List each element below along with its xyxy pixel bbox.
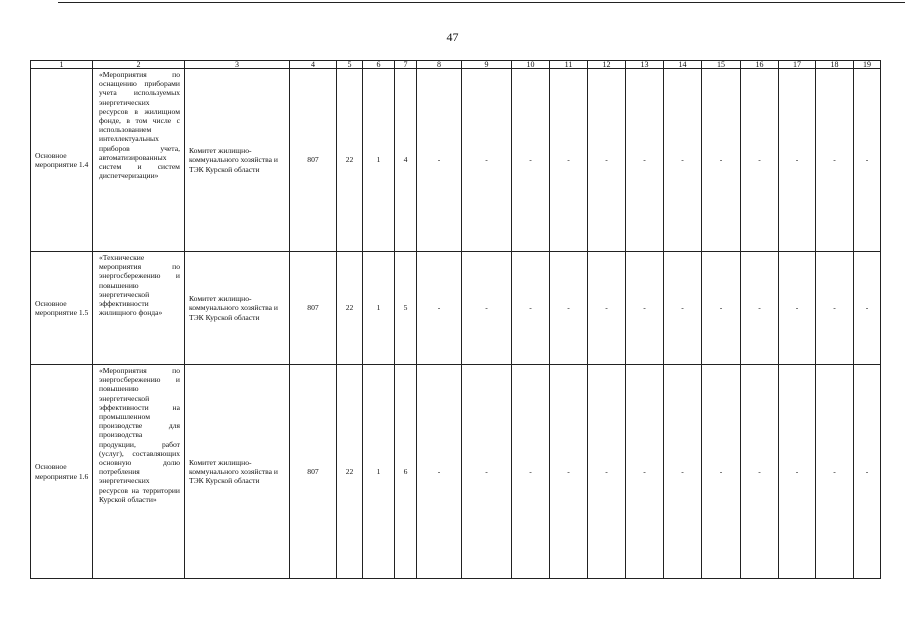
value-cell: - [512,69,550,252]
table-row [31,365,881,579]
code-cell-4: 807 [290,365,337,579]
value-cell: - [417,365,462,579]
code-cell-6: 1 [363,365,395,579]
value-cell: - [702,365,741,579]
table-row [31,69,881,252]
code-cell-7: 6 [395,365,417,579]
value-cell: - [664,252,702,365]
value-cell: - [741,252,779,365]
value-cell: - [588,252,626,365]
measures-table [30,60,881,579]
value-cell: - [550,365,588,579]
value-cell: - [741,69,779,252]
executor-cell: Комитет жилищно-коммунального хозяйства и ТЭК Курской области [185,365,290,579]
column-header: 14 [664,61,702,69]
column-header: 3 [185,61,290,69]
value-cell: - [512,365,550,579]
value-cell: - [626,365,664,579]
code-cell-7: 5 [395,252,417,365]
value-cell: - [550,252,588,365]
measure-code-cell: Основное мероприятие 1.5 [31,252,93,365]
column-header: 16 [741,61,779,69]
code-cell-7: 4 [395,69,417,252]
value-cell: - [779,252,816,365]
value-cell: - [816,69,854,252]
value-cell: - [626,69,664,252]
measure-title-cell: «Мероприятия по энергосбережению и повышению энергетической эффективности на промышленном производстве для производства продукции, работ (услуг), составляющих основную долю потребления энергетических ресурсов на территории Курской области» [93,365,185,579]
value-cell: - [588,365,626,579]
column-header: 7 [395,61,417,69]
column-header: 4 [290,61,337,69]
code-cell-5: 22 [337,252,363,365]
column-header: 17 [779,61,816,69]
value-cell: - [854,69,881,252]
top-border-line [58,2,905,3]
measure-code-cell: Основное мероприятие 1.4 [31,69,93,252]
column-header: 5 [337,61,363,69]
column-header: 1 [31,61,93,69]
measure-code-cell: Основное мероприятие 1.6 [31,365,93,579]
measure-title-cell: «Технические мероприятия по энергосбережению и повышению энергетической эффективности жилищного фонда» [93,252,185,365]
header-row [31,61,881,69]
column-header: 12 [588,61,626,69]
value-cell: - [779,365,816,579]
code-cell-4: 807 [290,69,337,252]
column-header: 19 [854,61,881,69]
value-cell: - [702,252,741,365]
executor-cell: Комитет жилищно-коммунального хозяйства и ТЭК Курской области [185,69,290,252]
table-row [31,252,881,365]
value-cell: - [816,252,854,365]
value-cell: - [462,69,512,252]
value-cell: - [854,252,881,365]
value-cell: - [854,365,881,579]
executor-cell: Комитет жилищно-коммунального хозяйства и ТЭК Курской области [185,252,290,365]
column-header: 15 [702,61,741,69]
value-cell: - [550,69,588,252]
code-cell-5: 22 [337,365,363,579]
page-number: 47 [446,30,459,44]
value-cell: - [664,365,702,579]
measure-title-cell: «Мероприятия по оснащению приборами учета используемых энергетических ресурсов в жилищном фонде, в том числе с использованием интеллектуальных приборов учета, автоматизированных систем и систем диспетчеризации» [93,69,185,252]
value-cell: - [512,252,550,365]
value-cell: - [417,252,462,365]
value-cell: - [462,252,512,365]
code-cell-6: 1 [363,69,395,252]
column-header: 6 [363,61,395,69]
column-header: 10 [512,61,550,69]
column-header: 11 [550,61,588,69]
value-cell: - [664,69,702,252]
column-header: 18 [816,61,854,69]
value-cell: - [417,69,462,252]
value-cell: - [741,365,779,579]
value-cell: - [462,365,512,579]
code-cell-6: 1 [363,252,395,365]
column-header: 9 [462,61,512,69]
value-cell: - [626,252,664,365]
column-header: 8 [417,61,462,69]
value-cell: - [779,69,816,252]
value-cell: - [816,365,854,579]
column-header: 2 [93,61,185,69]
value-cell: - [702,69,741,252]
value-cell: - [588,69,626,252]
code-cell-5: 22 [337,69,363,252]
code-cell-4: 807 [290,252,337,365]
column-header: 13 [626,61,664,69]
